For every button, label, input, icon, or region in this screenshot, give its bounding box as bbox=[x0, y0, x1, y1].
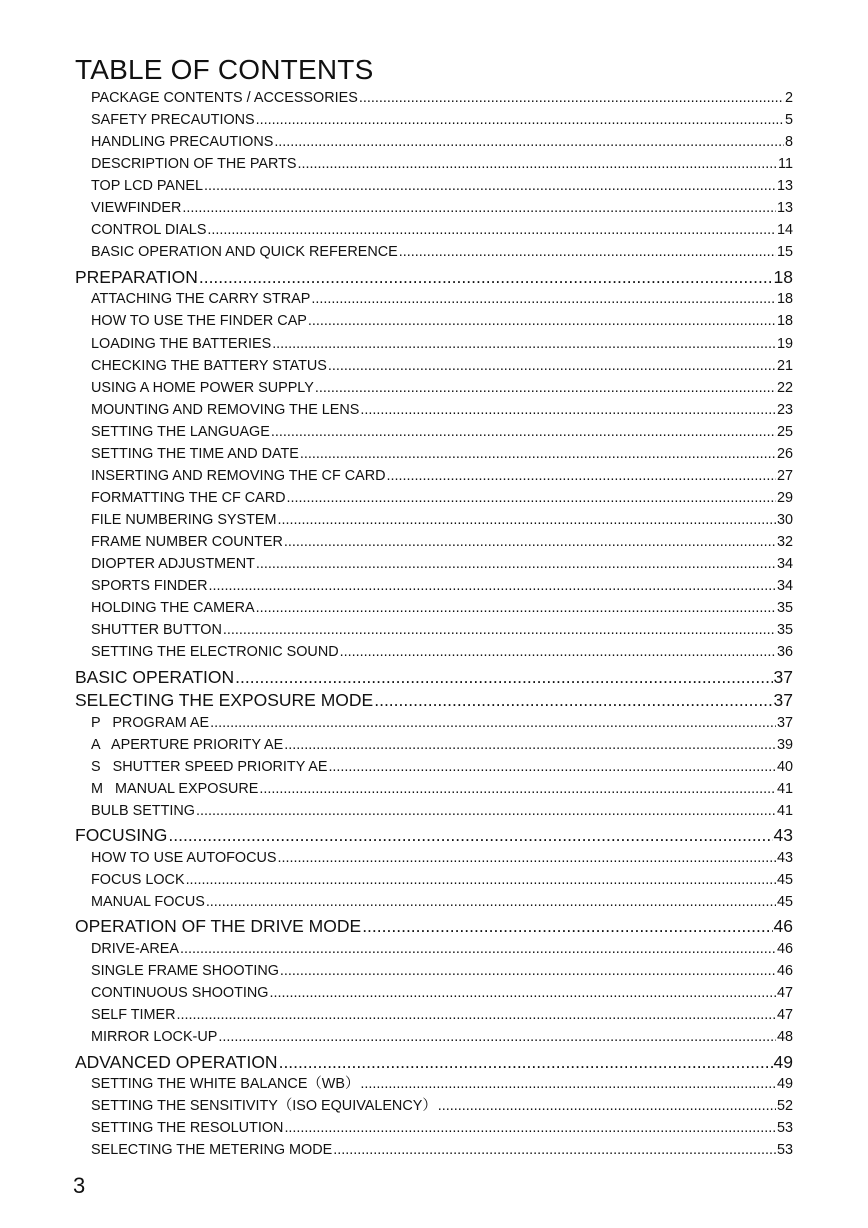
toc-entry-label: CHECKING THE BATTERY STATUS bbox=[91, 357, 327, 374]
toc-entry-page: 27 bbox=[776, 467, 793, 484]
toc-entry bbox=[91, 197, 793, 219]
toc-entry bbox=[91, 847, 793, 869]
toc-entry-label: DRIVE-AREA bbox=[91, 940, 179, 957]
toc-dot-leader bbox=[278, 509, 776, 531]
toc-section-entry bbox=[75, 265, 793, 289]
toc-entry-label: SPORTS FINDER bbox=[91, 578, 208, 594]
toc-dot-leader bbox=[360, 1073, 776, 1095]
toc-dot-leader bbox=[274, 131, 784, 153]
toc-dot-leader bbox=[218, 1026, 776, 1048]
toc-entry bbox=[91, 355, 793, 377]
toc-entry bbox=[91, 288, 793, 310]
toc-dot-leader bbox=[168, 823, 772, 847]
toc-entry-page: 35 bbox=[776, 622, 793, 639]
toc-dot-leader bbox=[298, 153, 778, 175]
toc-entry bbox=[91, 87, 793, 109]
toc-dot-leader bbox=[204, 175, 776, 197]
toc-entry bbox=[91, 487, 793, 509]
toc-entry-page: 5 bbox=[784, 112, 793, 128]
toc-dot-leader bbox=[256, 597, 776, 619]
toc-entry bbox=[91, 509, 793, 531]
toc-entry-label: SAFETY PRECAUTIONS bbox=[91, 112, 255, 128]
toc-entry-label: ADVANCED OPERATION bbox=[75, 1051, 278, 1072]
toc-entry-label: SELF TIMER bbox=[91, 1007, 176, 1024]
toc-dot-leader bbox=[387, 465, 776, 487]
toc-entry-page: 40 bbox=[776, 758, 793, 775]
toc-dot-leader bbox=[315, 377, 776, 399]
toc-entry-page: 37 bbox=[773, 690, 793, 711]
toc-dot-leader bbox=[186, 869, 776, 891]
toc-section-entry bbox=[75, 688, 793, 712]
toc-entry-label: SETTING THE ELECTRONIC SOUND bbox=[91, 644, 339, 661]
toc-entry bbox=[91, 153, 793, 175]
toc-entry bbox=[91, 553, 793, 575]
toc-entry bbox=[91, 109, 793, 131]
toc-dot-leader bbox=[311, 288, 776, 310]
toc-entry-label: SETTING THE WHITE BALANCE（WB） bbox=[91, 1076, 360, 1093]
toc-entry bbox=[91, 465, 793, 487]
toc-dot-leader bbox=[438, 1095, 776, 1117]
toc-entry-page: 53 bbox=[776, 1120, 793, 1137]
toc-dot-leader bbox=[182, 197, 776, 219]
toc-entry-page: 18 bbox=[773, 266, 793, 287]
toc-entry-label: TOP LCD PANEL bbox=[91, 178, 203, 195]
toc-dot-leader bbox=[180, 938, 776, 960]
toc-section-entry bbox=[75, 665, 793, 689]
toc-entry-page: 30 bbox=[776, 511, 793, 528]
toc-entry-label: A APERTURE PRIORITY AE bbox=[91, 736, 284, 753]
toc-dot-leader bbox=[208, 575, 776, 597]
toc-entry-label: INSERTING AND REMOVING THE CF CARD bbox=[91, 467, 386, 484]
toc-entry-label: LOADING THE BATTERIES bbox=[91, 335, 272, 352]
toc-dot-leader bbox=[177, 1004, 776, 1026]
toc-entry-page: 41 bbox=[776, 802, 793, 819]
toc-entry-page: 49 bbox=[776, 1076, 793, 1093]
toc-entry bbox=[91, 219, 793, 241]
toc-entry-label: SETTING THE LANGUAGE bbox=[91, 423, 270, 440]
toc-entry-page: 25 bbox=[776, 423, 793, 440]
toc-entry-page: 8 bbox=[784, 134, 793, 151]
toc-dot-leader bbox=[271, 421, 776, 443]
toc-entry-page: 52 bbox=[776, 1098, 793, 1115]
toc-dot-leader bbox=[284, 531, 776, 553]
toc-dot-leader bbox=[259, 778, 776, 800]
toc-entry-label: BASIC OPERATION AND QUICK REFERENCE bbox=[91, 244, 398, 261]
toc-entry bbox=[91, 310, 793, 332]
toc-entry-page: 19 bbox=[776, 335, 793, 352]
toc-dot-leader bbox=[196, 800, 776, 822]
toc-entry-label: DESCRIPTION OF THE PARTS bbox=[91, 156, 297, 173]
page-number: 3 bbox=[73, 1173, 86, 1198]
toc-entry bbox=[91, 938, 793, 960]
toc-entry-label: SETTING THE TIME AND DATE bbox=[91, 445, 299, 462]
toc-entry-page: 11 bbox=[778, 156, 793, 173]
toc-dot-leader bbox=[287, 487, 776, 509]
toc-dot-leader bbox=[272, 333, 776, 355]
toc-entry-label: BASIC OPERATION bbox=[75, 666, 235, 687]
toc-section-entry bbox=[75, 914, 793, 938]
toc-dot-leader bbox=[284, 1117, 776, 1139]
toc-entry bbox=[91, 1139, 793, 1161]
toc-entry-label: ATTACHING THE CARRY STRAP bbox=[91, 291, 311, 308]
toc-entry-page: 53 bbox=[776, 1142, 793, 1159]
toc-dot-leader bbox=[256, 553, 776, 575]
toc-dot-leader bbox=[279, 1050, 773, 1074]
toc-entry-page: 26 bbox=[776, 445, 793, 462]
toc-entry-label: MOUNTING AND REMOVING THE LENS bbox=[91, 401, 360, 418]
toc-dot-leader bbox=[374, 688, 772, 712]
toc-dot-leader bbox=[278, 847, 776, 869]
toc-entry-label: SETTING THE RESOLUTION bbox=[91, 1120, 284, 1137]
toc-dot-leader bbox=[360, 399, 776, 421]
toc-entry-page: 37 bbox=[776, 714, 793, 731]
toc-dot-leader bbox=[328, 355, 776, 377]
toc-entry-label: SELECTING THE EXPOSURE MODE bbox=[75, 690, 374, 711]
toc-entry-page: 46 bbox=[773, 916, 793, 937]
toc-entry-label: HOW TO USE AUTOFOCUS bbox=[91, 849, 277, 866]
toc-entry-page: 22 bbox=[776, 379, 793, 396]
toc-entry-label: SELECTING THE METERING MODE bbox=[91, 1142, 333, 1159]
toc-dot-leader bbox=[206, 891, 776, 913]
toc-entry-page: 45 bbox=[776, 871, 793, 888]
toc-dot-leader bbox=[223, 619, 776, 641]
toc-entry-page: 43 bbox=[776, 849, 793, 866]
toc-dot-leader bbox=[340, 641, 776, 663]
toc-entry-label: OPERATION OF THE DRIVE MODE bbox=[75, 916, 362, 937]
toc-entry bbox=[91, 756, 793, 778]
toc-entry bbox=[91, 377, 793, 399]
toc-entry-label: HOLDING THE CAMERA bbox=[91, 600, 255, 616]
toc-entry-label: FOCUS LOCK bbox=[91, 871, 185, 888]
toc-dot-leader bbox=[359, 87, 784, 109]
toc-entry-page: 32 bbox=[776, 533, 793, 550]
toc-entry-page: 45 bbox=[776, 893, 793, 910]
toc-entry-label: SINGLE FRAME SHOOTING bbox=[91, 963, 279, 979]
toc-dot-leader bbox=[207, 219, 776, 241]
toc-entry-page: 2 bbox=[784, 90, 793, 106]
toc-entry-label: SHUTTER BUTTON bbox=[91, 622, 222, 639]
toc-entry-label: DIOPTER ADJUSTMENT bbox=[91, 556, 255, 572]
toc-entry-label: FILE NUMBERING SYSTEM bbox=[91, 511, 277, 528]
toc-entry bbox=[91, 982, 793, 1004]
toc-entry bbox=[91, 531, 793, 553]
toc-entry-label: P PROGRAM AE bbox=[91, 714, 210, 731]
toc-entry-label: HANDLING PRECAUTIONS bbox=[91, 134, 274, 151]
toc-entry-page: 18 bbox=[776, 313, 793, 330]
toc-entry bbox=[91, 1095, 793, 1117]
toc-entry-page: 34 bbox=[776, 578, 793, 594]
toc-entry-page: 47 bbox=[776, 985, 793, 1001]
toc-entry bbox=[91, 175, 793, 197]
toc-dot-leader bbox=[199, 265, 773, 289]
toc-dot-leader bbox=[210, 712, 776, 734]
page-title: TABLE OF CONTENTS bbox=[75, 54, 374, 85]
toc-entry-label: PREPARATION bbox=[75, 266, 198, 287]
toc-entry bbox=[91, 131, 793, 153]
toc-entry bbox=[91, 241, 793, 263]
toc-entry bbox=[91, 1073, 793, 1095]
toc-entry-label: VIEWFINDER bbox=[91, 200, 182, 217]
toc-entry bbox=[91, 869, 793, 891]
toc-entry bbox=[91, 443, 793, 465]
toc-entry bbox=[91, 399, 793, 421]
toc-dot-leader bbox=[270, 982, 776, 1004]
toc-entry-label: PACKAGE CONTENTS / ACCESSORIES bbox=[91, 90, 358, 106]
toc-entry bbox=[91, 1026, 793, 1048]
toc-entry bbox=[91, 1004, 793, 1026]
toc-dot-leader bbox=[300, 443, 776, 465]
toc-dot-leader bbox=[333, 1139, 776, 1161]
toc-entry bbox=[91, 333, 793, 355]
toc-entry bbox=[91, 960, 793, 982]
toc-entry-label: FRAME NUMBER COUNTER bbox=[91, 533, 283, 550]
toc-entry-page: 39 bbox=[776, 736, 793, 753]
toc-entry-page: 37 bbox=[773, 666, 793, 687]
toc-entry-label: FOCUSING bbox=[75, 825, 168, 846]
toc-entry-page: 41 bbox=[776, 780, 793, 797]
toc-entry bbox=[91, 641, 793, 663]
toc-entry-page: 23 bbox=[776, 401, 793, 418]
toc-entry-page: 29 bbox=[776, 489, 793, 506]
toc-entry-label: M MANUAL EXPOSURE bbox=[91, 780, 259, 797]
toc-entry bbox=[91, 778, 793, 800]
toc-entry-label: MANUAL FOCUS bbox=[91, 893, 205, 910]
toc-entry bbox=[91, 712, 793, 734]
toc-entry-page: 14 bbox=[776, 222, 793, 239]
toc-entry-page: 43 bbox=[773, 825, 793, 846]
toc-entry bbox=[91, 1117, 793, 1139]
toc-entry-label: SETTING THE SENSITIVITY（ISO EQUIVALENCY） bbox=[91, 1098, 437, 1115]
toc-entry-label: HOW TO USE THE FINDER CAP bbox=[91, 313, 307, 330]
toc-dot-leader bbox=[280, 960, 776, 982]
toc-entry-label: FORMATTING THE CF CARD bbox=[91, 489, 286, 506]
toc-dot-leader bbox=[284, 734, 776, 756]
toc-entry-page: 34 bbox=[776, 556, 793, 572]
toc-entry-label: MIRROR LOCK-UP bbox=[91, 1029, 218, 1046]
toc-entry-label: S SHUTTER SPEED PRIORITY AE bbox=[91, 758, 328, 775]
toc-entry-label: CONTINUOUS SHOOTING bbox=[91, 985, 269, 1001]
toc-entry bbox=[91, 575, 793, 597]
toc-dot-leader bbox=[328, 756, 776, 778]
toc-section-entry bbox=[75, 823, 793, 847]
toc-dot-leader bbox=[235, 665, 772, 689]
toc-entry-label: CONTROL DIALS bbox=[91, 222, 207, 239]
toc-entry-page: 48 bbox=[776, 1029, 793, 1046]
toc-entry bbox=[91, 421, 793, 443]
toc-entry-page: 47 bbox=[776, 1007, 793, 1024]
toc-entry bbox=[91, 891, 793, 913]
toc-entry-page: 46 bbox=[776, 940, 793, 957]
toc-entry-page: 13 bbox=[776, 200, 793, 217]
toc-dot-leader bbox=[256, 109, 784, 131]
toc-entry-label: USING A HOME POWER SUPPLY bbox=[91, 379, 314, 396]
toc-entry-page: 21 bbox=[776, 357, 793, 374]
toc-entry-page: 36 bbox=[776, 644, 793, 661]
toc-entry bbox=[91, 619, 793, 641]
toc-entry bbox=[91, 734, 793, 756]
toc-section-entry bbox=[75, 1050, 793, 1074]
toc-entry-page: 18 bbox=[776, 291, 793, 308]
toc-entry-label: BULB SETTING bbox=[91, 802, 195, 819]
toc-entry-page: 13 bbox=[776, 178, 793, 195]
toc-dot-leader bbox=[362, 914, 772, 938]
toc-dot-leader bbox=[308, 310, 776, 332]
toc-entry bbox=[91, 800, 793, 822]
toc-entry bbox=[91, 597, 793, 619]
toc-entry-page: 46 bbox=[776, 963, 793, 979]
toc-entry-page: 15 bbox=[776, 244, 793, 261]
toc-entry-page: 49 bbox=[773, 1051, 793, 1072]
toc-entry-page: 35 bbox=[776, 600, 793, 616]
toc-dot-leader bbox=[399, 241, 776, 263]
